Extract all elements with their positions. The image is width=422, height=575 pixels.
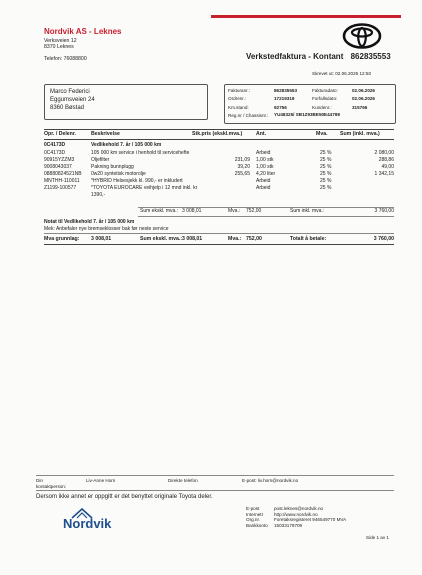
subtotal-incl-label: Sum inkl. mva.: — [290, 208, 325, 214]
group-code: 0C4173D — [44, 142, 66, 148]
invoice-title: Verkstedfaktura - Kontant — [246, 52, 344, 61]
footer-bank: 15033179709 — [274, 522, 303, 528]
row-sum: 2 080,00 — [374, 149, 394, 156]
contact-person-label: Din kontaktperson: — [36, 478, 67, 489]
total-due-label: Totalt å betale: — [290, 236, 327, 242]
subtotal-vat-value: 752,00 — [246, 208, 262, 214]
dealer-address — [44, 38, 77, 51]
total-due-value: 3 760,00 — [373, 236, 394, 242]
dealer-address-line1: Verksveien 12 — [44, 38, 77, 44]
row-part: 9008043037 — [44, 163, 72, 170]
subtotal-bottom-rule — [138, 216, 394, 217]
row-vat: 25 % — [320, 177, 332, 184]
footer-org-label: Org.nr. — [246, 517, 261, 523]
customer-city: 8360 Bøstad — [50, 105, 85, 111]
kmstand-label: Km.stand: — [228, 104, 249, 110]
vat-basis-label: Mva grunnlag: — [44, 236, 80, 242]
row-description: Pakning bunnplugg — [91, 163, 134, 170]
details-right-values — [352, 87, 375, 112]
row-description: 105 000 km service i henhold til servicehefte — [91, 149, 190, 156]
subtotal-label: Sum ekskl. mva.: — [140, 208, 179, 214]
fakturadato-label: Fakturadato: — [312, 88, 338, 93]
footer-values — [274, 506, 346, 528]
details-left — [228, 87, 268, 120]
row-vat: 25 % — [320, 163, 332, 170]
note-section — [44, 219, 394, 232]
kundenr-value: 315766 — [352, 104, 368, 110]
fakturanr-label: Fakturanr.: — [228, 88, 250, 93]
footer-org: Foretaksregisteret 946549770 MVA — [274, 517, 347, 523]
regnr-label: Reg.nr / Chassisnr.: — [228, 112, 269, 118]
contact-bottom-rule — [36, 490, 394, 491]
group-heading — [44, 142, 394, 148]
details-left-values — [274, 87, 297, 112]
row-description: *TOYOTA EUROCARE veihjelp i 12 mnd inkl. kr — [91, 184, 198, 191]
group-title: Vedlikehold 7. år / 105 000 km — [91, 142, 162, 148]
dealer-name: Nordvik AS - Leknes — [44, 27, 122, 36]
table-header — [44, 131, 394, 137]
invoice-number: 862835553 — [350, 52, 391, 61]
footer-labels — [246, 506, 268, 528]
footer-email-label: E-post — [246, 506, 260, 511]
printed-timestamp: Skrevet ut: 02.06.2026 12:50 — [312, 71, 371, 76]
contact-phone-label: Direkte telefon — [168, 478, 198, 483]
row-qty: 1,00 stk — [256, 156, 274, 163]
total-vat-label: Mva.: — [228, 236, 242, 242]
table-row — [44, 157, 394, 163]
table-row — [44, 150, 394, 156]
ordrenr-value: 17219319 — [274, 96, 295, 102]
row-price: 231,09 — [234, 156, 250, 163]
totals-rule — [44, 244, 394, 245]
fakturadato-value: 02.06.2026 — [352, 88, 375, 93]
fakturanr-value: 862835553 — [274, 88, 297, 93]
top-accent-bar — [211, 15, 401, 18]
subtotal-incl-value: 3 760,00 — [374, 208, 394, 214]
col-header-part: Opr. / Delenr. — [44, 131, 77, 137]
dealer-phone-label: Telefon: — [44, 56, 63, 62]
row-part: MNTHH-110011 — [44, 177, 80, 184]
row-sum: 288,86 — [378, 156, 394, 163]
regnr-value: YU48325/ SB1Z93BE50E44798 — [274, 111, 340, 117]
col-header-price: Stk.pris (ekskl.mva.) — [192, 131, 243, 137]
note-title: Notat til Vedlikehold 7. år / 105 000 km — [44, 219, 135, 225]
row-vat: 25 % — [320, 156, 332, 163]
footer-web-label: Internett — [246, 511, 263, 517]
row-vat: 25 % — [320, 149, 332, 156]
customer-address — [50, 88, 95, 112]
table-header-bottom-rule — [44, 139, 394, 140]
table-row — [44, 164, 394, 170]
footer-email: post.leknes@nordvik.no — [274, 506, 324, 511]
subtotal-row — [44, 209, 394, 215]
contact-email-value: liv.horn@nordvik.no — [257, 478, 299, 483]
footer-bank-label: Bankkonto — [246, 522, 268, 528]
row-price: 255,65 — [234, 170, 250, 177]
total-excl-label: Sum ekskl. mva.: — [140, 236, 183, 242]
kmstand-value: 92756 — [274, 104, 287, 110]
ordrenr-label: Ordrenr.: — [228, 96, 247, 102]
totals-row — [44, 236, 394, 242]
table-header-top-rule — [44, 129, 394, 130]
row-part: 90915YZZM3 — [44, 156, 75, 163]
footer-web: http://www.nordvik.no — [274, 511, 318, 517]
total-excl-value: 3 008,01 — [182, 236, 203, 242]
row-description: *HYBRID Helsesjekk kl. 990,- er inkludert — [91, 177, 183, 184]
forfallsdato-label: Forfallsdato: — [312, 96, 338, 102]
col-header-qty: Ant. — [256, 131, 267, 137]
subtotal-vat-label: Mva.: — [228, 208, 241, 214]
dealer-address-line2: 8370 Leknes — [44, 44, 74, 51]
row-part: Z1199-100577 — [44, 184, 77, 191]
dealer-phone-value: 76088800 — [63, 56, 87, 62]
row-sum: 49,00 — [381, 163, 394, 170]
table-row — [44, 185, 394, 191]
total-vat-value: 752,00 — [246, 236, 262, 242]
details-right — [312, 87, 338, 112]
footer-tagline: Dersom ikke annet er oppgitt er det benyttet originale Toyota deler. — [36, 494, 213, 500]
row-qty: Arbeid — [256, 177, 271, 184]
col-header-vat: Mva. — [316, 131, 328, 137]
row-sum: 1 342,15 — [374, 170, 394, 177]
note-rule — [44, 233, 394, 234]
vat-basis-value: 3 008,01 — [91, 236, 112, 242]
subtotal-value: 3 008,01 — [182, 208, 202, 214]
forfallsdato-value: 02.06.2026 — [352, 96, 375, 102]
row-description: Oljefilter — [91, 156, 110, 163]
col-header-sum: Sum (inkl. mva.) — [340, 131, 380, 137]
row-part: 0C4173D — [44, 149, 66, 156]
row-qty: 4,20 liter — [256, 170, 276, 177]
note-text: Mek: Anbefaler nye bremseklosser bak før neste service — [44, 226, 169, 232]
contact-email — [242, 478, 298, 484]
page-number: Side 1 av 1 — [366, 535, 389, 540]
table-row — [44, 192, 394, 198]
contact-email-label: E-post: — [242, 478, 257, 483]
customer-name: Marco Federici — [50, 89, 90, 95]
row-qty: 1,00 stk — [256, 163, 274, 170]
row-price: 39,20 — [237, 163, 250, 170]
nordvik-brand: Nordvik — [63, 516, 112, 531]
row-vat: 25 % — [320, 170, 332, 177]
contact-person: Liv-Anne Horn — [86, 478, 116, 483]
customer-street: Eggumsveien 24 — [50, 97, 95, 103]
contact-top-rule — [36, 475, 394, 476]
table-row — [44, 171, 394, 177]
row-description: 1390,- — [91, 191, 106, 198]
toyota-logo-icon — [342, 23, 382, 49]
row-qty: Arbeid — [256, 149, 271, 156]
kundenr-label: Kundenr.: — [312, 104, 332, 110]
row-vat: 25 % — [320, 184, 332, 191]
row-qty: Arbeid — [256, 184, 271, 191]
row-part: 08880824521NB — [44, 170, 82, 177]
dealer-phone — [44, 56, 87, 62]
invoice-title-row — [246, 52, 391, 61]
row-description: 0w20 syntetisk motorolje — [91, 170, 146, 177]
col-header-description: Beskrivelse — [91, 131, 120, 137]
table-row — [44, 178, 394, 184]
